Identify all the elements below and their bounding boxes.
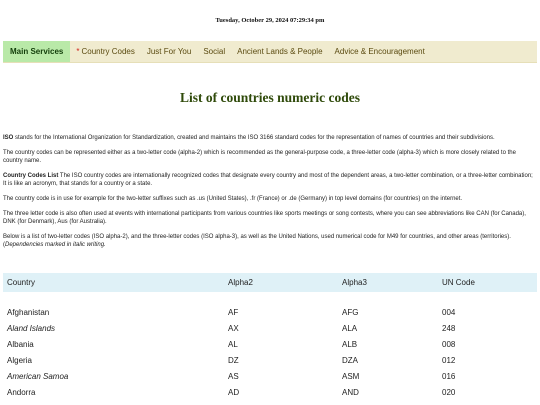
table-row: [3, 352, 537, 368]
table-spacer-row: [3, 292, 537, 304]
cell-alpha2: AX: [228, 323, 239, 333]
cell-un-code: 004: [442, 307, 456, 317]
cell-country: Aland Islands: [7, 323, 56, 333]
iso-term: ISO: [3, 135, 14, 141]
cell-un-code: 248: [442, 323, 456, 333]
main-navbar: [3, 41, 537, 63]
table-row: [3, 368, 537, 384]
intro-paragraph-list: [3, 172, 533, 188]
country-codes-table: [3, 273, 537, 400]
cell-alpha2: AS: [228, 371, 239, 381]
table-row: [3, 304, 537, 320]
cell-alpha3: DZA: [342, 355, 358, 365]
nav-country-codes[interactable]: [70, 41, 140, 62]
cell-country: Algeria: [7, 355, 32, 365]
cell-country: Afghanistan: [7, 307, 50, 317]
spacer-cell: [3, 292, 537, 304]
dependencies-note: Dependencies marked in italic writing.: [5, 242, 106, 248]
table-row: [3, 336, 537, 352]
country-codes-list-text: The ISO country codes are internationally recognized codes that designate every country and most of the dependent areas, a two-letter combination, or a three-letter combination; It is like an acronym, that stands for a country or a state.: [3, 173, 533, 187]
nav-ancient-lands[interactable]: Ancient Lands & People: [237, 47, 323, 56]
nav-advice-encouragement[interactable]: Advice & Encouragement: [334, 47, 425, 56]
cell-alpha2: AD: [228, 387, 240, 397]
cell-alpha3: AFG: [342, 307, 359, 317]
nav-main-services[interactable]: Main Services: [3, 41, 70, 62]
page-title: List of countries numeric codes: [180, 90, 360, 105]
cell-country: Andorra: [7, 387, 36, 397]
cell-un-code: 020: [442, 387, 456, 397]
star-icon: *: [76, 47, 80, 56]
nav-just-for-you[interactable]: Just For You: [146, 47, 192, 56]
intro-content: [3, 134, 533, 256]
header-alpha3[interactable]: Alpha3: [338, 273, 438, 292]
header-country[interactable]: Country: [3, 273, 224, 292]
below-text: Below is a list of two-letter codes (ISO alpha-2), and the three-letter codes (ISO alpha-3), as well as the United Nations, used numerical code for M49 for countries, and other areas (territories). (: [3, 234, 511, 248]
table-row: [3, 320, 537, 336]
datetime-stamp: Tuesday, October 29, 2024 07:29:34 pm: [215, 17, 325, 24]
cell-alpha3: ASM: [342, 371, 360, 381]
nav-social[interactable]: Social: [203, 47, 226, 56]
table-header-row: [3, 273, 537, 292]
cell-un-code: 012: [442, 355, 456, 365]
table-row: [3, 384, 537, 400]
table-body: [3, 292, 537, 400]
header-alpha2[interactable]: Alpha2: [224, 273, 338, 292]
intro-paragraph-iso: [3, 134, 533, 142]
cell-alpha3: ALA: [342, 323, 358, 333]
cell-alpha3: AND: [342, 387, 359, 397]
cell-country: Albania: [7, 339, 34, 349]
intro-paragraph-three-letter: The three letter code is also often used at events with international participants from various countries like sports meetings or song contests, where you can see abbreviations like CAN (for Canada), DNK (for Denmark), Aus (for Australia).: [3, 211, 526, 225]
cell-alpha2: AL: [228, 339, 238, 349]
cell-un-code: 016: [442, 371, 456, 381]
cell-un-code: 008: [442, 339, 456, 349]
intro-paragraph-below: [3, 233, 533, 249]
cell-country: American Samoa: [7, 371, 69, 381]
cell-alpha2: DZ: [228, 355, 239, 365]
intro-paragraph-suffixes: The country code is in use for example for the two-letter suffixes such as .us (United States), .fr (France) or .de (Germany) in top level domains (for countries) on the internet.: [3, 196, 463, 202]
country-codes-list-term: Country Codes List: [3, 173, 59, 179]
nav-country-codes-label: Country Codes: [81, 47, 135, 56]
cell-alpha2: AF: [228, 307, 239, 317]
iso-text: stands for the International Organization for Standardization, created and maintains the ISO 3166 standard codes for the representation of names of countries and their subdivisions.: [13, 135, 495, 141]
cell-alpha3: ALB: [342, 339, 358, 349]
header-un-code[interactable]: UN Code: [438, 273, 537, 292]
intro-paragraph-representation: The country codes can be represented either as a two-letter code (alpha-2) which is recommended as the general-purpose code, a three-letter code (alpha-3) which is more closely related to the country name.: [3, 150, 516, 164]
